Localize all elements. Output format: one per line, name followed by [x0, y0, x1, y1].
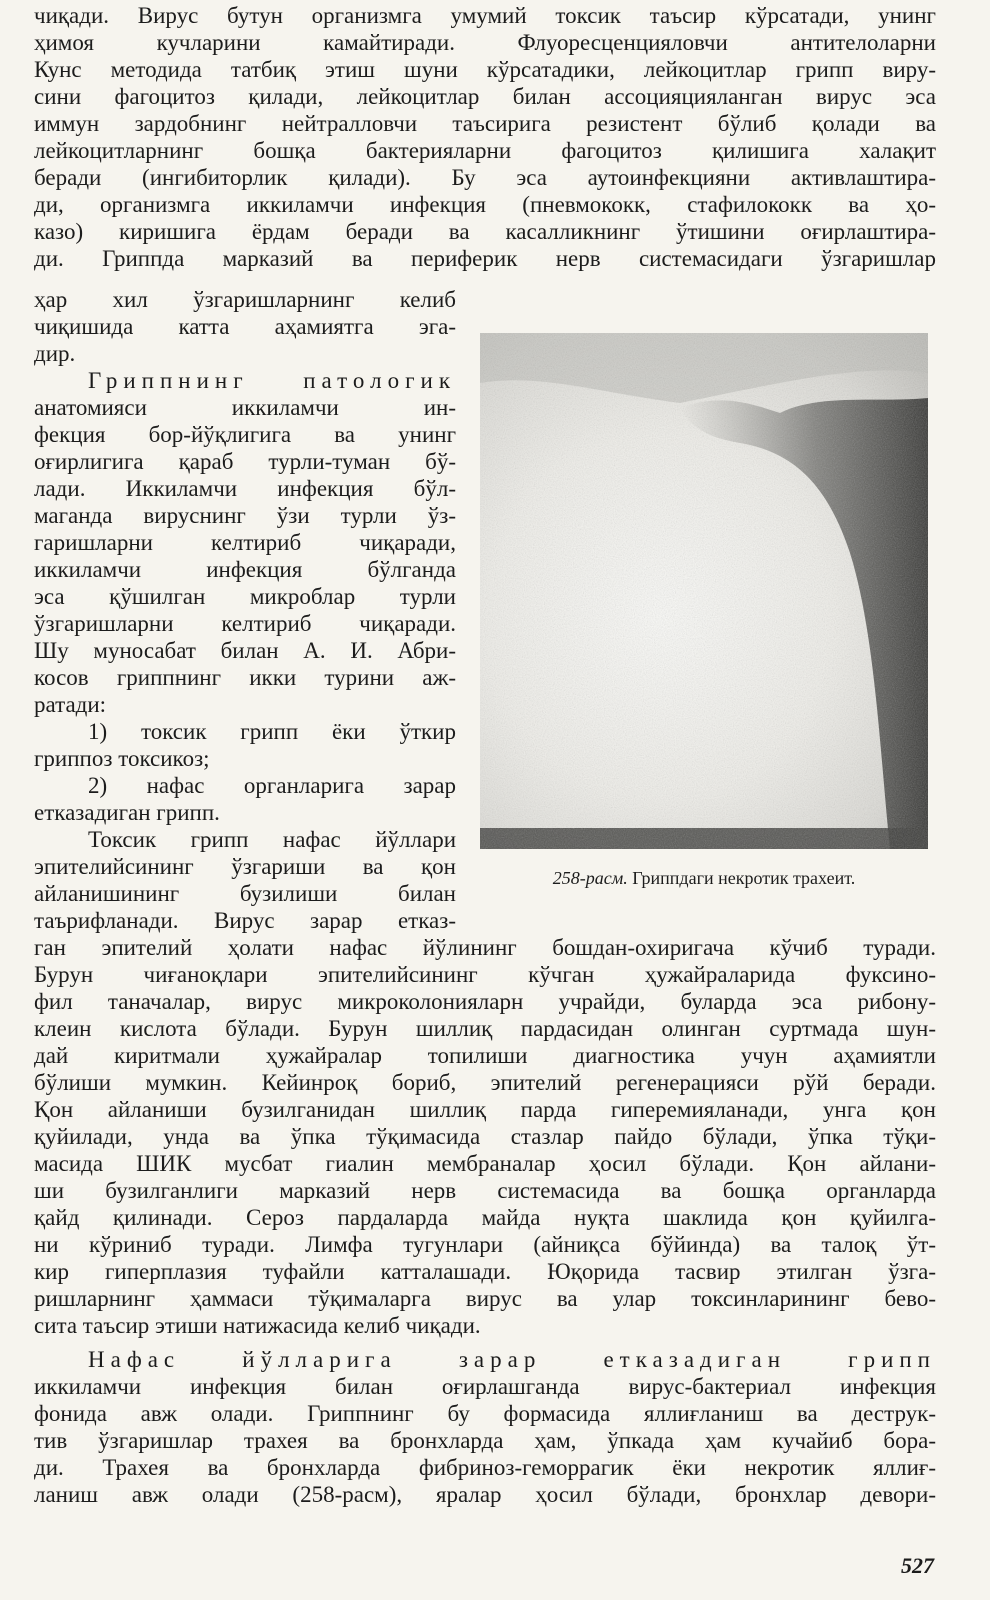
- text-line: ришларнинг ҳаммаси тўқималарга вирус ва улар токсинларининг бево-: [34, 1286, 936, 1311]
- text-line: оғирлигига қараб турли-туман бў-: [34, 449, 456, 474]
- text-line: иммун зардобнинг нейтралловчи таъсирига резистент бўлиб қолади ва: [34, 111, 936, 136]
- text-line: сини фагоцитоз қилади, лейкоцитлар билан ассоцияцияланган вирус эса: [34, 84, 936, 109]
- text-line: ўзгаришларни келтириб чиқаради.: [34, 611, 456, 636]
- text-line: гаришларни келтириб чиқаради,: [34, 530, 456, 555]
- text-line: қайд қилинади. Сероз пардаларда майда нуқта шаклида қон қуйилга-: [34, 1205, 936, 1230]
- text-line: лейкоцитларнинг бошқа бактерияларни фагоцитоз қилишига халақит: [34, 138, 936, 163]
- text-line: казо) киришига ёрдам беради ва касалликнинг ўтишини оғирлаштира-: [34, 219, 936, 244]
- text-line: фонида авж олади. Гриппнинг бу формасида яллиғланиш ва деструк-: [34, 1401, 936, 1426]
- text-line: Гриппнинг патологик: [88, 368, 456, 393]
- text-line: кир гиперплазия туфайли катталашади. Юқорида тасвир этилган ўзга-: [34, 1259, 936, 1284]
- text-line: ди. Трахея ва бронхларда фибриноз-геморрагик ёки некротик яллиғ-: [34, 1455, 936, 1480]
- text-line: дай киритмали ҳужайралар топилиши диагностика учун аҳамиятли: [34, 1043, 936, 1068]
- list-item: гриппоз токсикоз;: [34, 746, 210, 771]
- text-line: Шу муносабат билан А. И. Абри-: [34, 638, 456, 663]
- text-line: ши бузилганлиги марказий нерв системасида ва бошқа органларда: [34, 1178, 936, 1203]
- text-line: қуйилади, унда ва ўпка тўқимасида стазлар пайдо бўлади, ўпка тўқи-: [34, 1124, 936, 1149]
- text-line: Нафас йўлларига зарар етказадиган грипп: [88, 1347, 936, 1372]
- text-line: ди. Гриппда марказий ва периферик нерв системасидаги ўзгаришлар: [34, 246, 936, 271]
- text-line: фил таначалар, вирус микроколонияларн учрайди, буларда эса рибону-: [34, 989, 936, 1014]
- text-line: ҳар хил ўзгаришларнинг келиб: [34, 287, 456, 312]
- text-line: беради (ингибиторлик қилади). Бу эса аутоинфекцияни активлаштира-: [34, 165, 936, 190]
- figure-photo-necrotic-tracheitis: [480, 333, 928, 849]
- text-line: маганда вируснинг ўзи турли ўз-: [34, 503, 456, 528]
- text-line: чиқишида катта аҳамиятга эга-: [34, 314, 456, 339]
- text-line: ланиш авж олади (258-расм), яралар ҳосил бўлади, бронхлар девори-: [34, 1482, 936, 1507]
- text-line: тив ўзгаришлар трахея ва бронхларда ҳам, ўпкада ҳам кучайиб бора-: [34, 1428, 936, 1453]
- text-line: эпителийсининг ўзгариши ва қон: [34, 854, 456, 879]
- text-line: масида ШИК мусбат гиалин мембраналар ҳосил бўлади. Қон айлани-: [34, 1151, 936, 1176]
- text-line: дир.: [34, 341, 76, 366]
- text-line: чиқади. Вирус бутун организмга умумий токсик таъсир кўрсатади, унинг: [34, 3, 936, 28]
- figure-number: 258-расм.: [552, 868, 628, 888]
- text-line: иккиламчи инфекция бўлганда: [34, 557, 456, 582]
- text-line: эса қўшилган микроблар турли: [34, 584, 456, 609]
- text-line: иккиламчи инфекция билан оғирлашганда вирус-бактериал инфекция: [34, 1374, 936, 1399]
- text-line: ган эпителий ҳолати нафас йўлининг бошдан-охиригача кўчиб туради.: [34, 935, 936, 960]
- list-item: етказадиган грипп.: [34, 800, 220, 825]
- list-item: 1) токсик грипп ёки ўткир: [88, 719, 456, 744]
- text-line: клеин кислота бўлади. Бурун шиллиқ пардасидан олинган суртмада шун-: [34, 1016, 936, 1041]
- figure-caption: [480, 866, 928, 890]
- text-line: таърифланади. Вирус зарар етказ-: [34, 908, 456, 933]
- text-line: анатомияси иккиламчи ин-: [34, 395, 456, 420]
- text-line: сита таъсир этиши натижасида келиб чиқади.: [34, 1313, 481, 1338]
- text-line: ҳимоя кучларини камайтиради. Флуоресценцияловчи антителоларни: [34, 30, 936, 55]
- text-line: айланишининг бузилиши билан: [34, 881, 456, 906]
- figure-image: [480, 333, 928, 849]
- text-line: ди, организмга иккиламчи инфекция (пневмококк, стафилококк ва ҳо-: [34, 192, 936, 217]
- text-line: Қон айланиши бузилганидан шиллиқ парда гиперемияланади, унга қон: [34, 1097, 936, 1122]
- text-line: Токсик грипп нафас йўллари: [88, 827, 456, 852]
- text-line: косов гриппнинг икки турини аж-: [34, 665, 456, 690]
- figure-caption-text: Гриппдаги некротик трахеит.: [632, 868, 856, 888]
- list-item: 2) нафас органларига зарар: [88, 773, 456, 798]
- text-line: фекция бор-йўқлигига ва унинг: [34, 422, 456, 447]
- text-line: Кунс методида татбиқ этиш шуни кўрсатадики, лейкоцитлар грипп виру-: [34, 57, 936, 82]
- text-line: Бурун чиғаноқлари эпителийсининг кўчган ҳужайраларида фуксино-: [34, 962, 936, 987]
- text-line: лади. Иккиламчи инфекция бўл-: [34, 476, 456, 501]
- text-line: бўлиши мумкин. Кейинроқ бориб, эпителий регенерацияси рўй беради.: [34, 1070, 936, 1095]
- text-line: ни кўриниб туради. Лимфа тугунлари (айниқса бўйинда) ва талоқ ўт-: [34, 1232, 936, 1257]
- page-number: 527: [901, 1553, 934, 1578]
- text-line: ратади:: [34, 692, 107, 717]
